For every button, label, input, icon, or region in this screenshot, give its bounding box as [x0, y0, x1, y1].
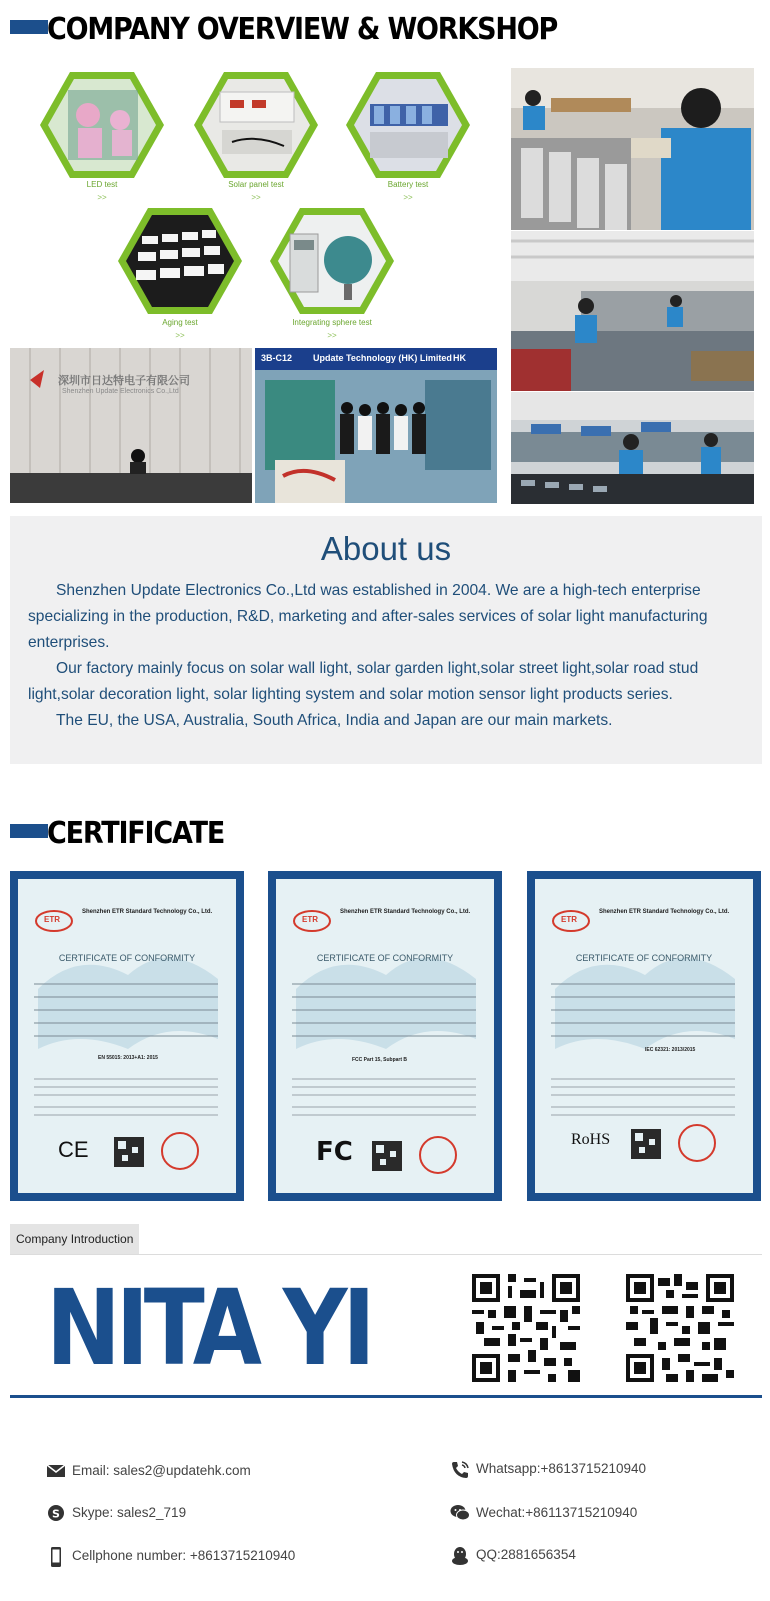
- etr-logo: ETR: [44, 915, 60, 924]
- test-label: LED test: [86, 180, 118, 189]
- company-introduction-tab[interactable]: Company Introduction: [10, 1224, 139, 1254]
- mobile-phone-icon: [46, 1547, 66, 1565]
- email-text: Email: sales2@updatehk.com: [72, 1463, 251, 1478]
- integrating-sphere-test-image: [268, 206, 396, 316]
- test-label: Battery test: [387, 180, 429, 189]
- cert-standard: IEC 62321: 2013/2015: [645, 1047, 696, 1053]
- brand-divider: [10, 1395, 762, 1398]
- skype-text: Skype: sales2_719: [72, 1505, 187, 1520]
- solar-panel-test-image: [192, 70, 320, 180]
- exhibition-booth-photo: [255, 348, 497, 503]
- test-label: Solar panel test: [228, 180, 284, 189]
- reception-sign: 深圳市日达特电子有限公司: [58, 375, 190, 387]
- cert-issuer: Shenzhen ETR Standard Technology Co., Ltd.: [82, 909, 213, 915]
- about-paragraph: Shenzhen Update Electronics Co.,Ltd was established in 2004. We are a high-tech enterprise specializing in the production, R&D, marketing and after-sales services of solar light manufacturing enterprises.: [28, 582, 708, 651]
- about-paragraph: The EU, the USA, Australia, South Africa, India and Japan are our main markets.: [56, 712, 613, 729]
- aging-test-image: [116, 206, 244, 316]
- cert-issuer: Shenzhen ETR Standard Technology Co., Ltd.: [340, 909, 471, 915]
- certificate-title: CERTIFICATE: [47, 816, 225, 851]
- workshop-photo-workstations: [511, 392, 754, 504]
- test-label: Integrating sphere test: [292, 318, 372, 327]
- cellphone-text: Cellphone number: +8613715210940: [72, 1548, 296, 1563]
- ce-mark: CE: [58, 1137, 89, 1162]
- overview-section-header: [10, 12, 750, 52]
- svg-text:S: S: [52, 1507, 60, 1521]
- whatsapp-text: Whatsapp:+8613715210940: [476, 1461, 647, 1476]
- cert-issuer: Shenzhen ETR Standard Technology Co., Ltd.: [599, 909, 730, 915]
- wechat-text: Wechat:+86113715210940: [476, 1505, 638, 1520]
- etr-logo: ETR: [302, 915, 318, 924]
- about-us-section: [10, 516, 762, 764]
- reception-sign-en: Shenzhen Update Electronics Co.,Ltd: [62, 388, 179, 395]
- section-marker: [10, 20, 48, 34]
- test-arrow: >>: [327, 331, 337, 340]
- qr-code-whatsapp[interactable]: [472, 1274, 580, 1382]
- test-arrow: >>: [97, 193, 107, 202]
- cert-heading: CERTIFICATE OF CONFORMITY: [575, 953, 713, 963]
- test-arrow: >>: [175, 331, 185, 340]
- rohs-mark: RoHS: [571, 1131, 611, 1148]
- about-paragraph: Our factory mainly focus on solar wall light, solar garden light,solar street light,solar road stud light,solar decoration light, solar lighting system and solar motion sensor light products series.: [28, 660, 699, 703]
- qq-penguin-icon: [450, 1546, 470, 1564]
- workshop-photo-assembly: [511, 68, 754, 230]
- brand-name: NITA YI: [46, 1267, 371, 1389]
- workshop-photo-production-line: [511, 231, 754, 391]
- etr-logo: ETR: [561, 915, 577, 924]
- skype-icon: [46, 1504, 66, 1522]
- envelope-icon: [46, 1462, 66, 1480]
- tab-divider: [10, 1254, 762, 1255]
- quality-test-panel: [10, 68, 510, 354]
- test-arrow: >>: [251, 193, 261, 202]
- booth-name: Update Technology (HK) Limited: [313, 353, 452, 363]
- qr-code-wechat[interactable]: [626, 1274, 734, 1382]
- test-label: Aging test: [162, 318, 198, 327]
- certificate-card[interactable]: [268, 871, 502, 1201]
- fcc-mark: FC: [316, 1137, 353, 1167]
- certificate-card[interactable]: [10, 871, 244, 1201]
- test-arrow: >>: [403, 193, 413, 202]
- section-marker: [10, 824, 48, 838]
- certificate-card[interactable]: [527, 871, 761, 1201]
- overview-title: COMPANY OVERVIEW & WORKSHOP: [47, 12, 558, 47]
- phone-call-icon: [450, 1460, 470, 1478]
- battery-test-image: [344, 70, 472, 180]
- cert-heading: CERTIFICATE OF CONFORMITY: [316, 953, 454, 963]
- cert-heading: CERTIFICATE OF CONFORMITY: [58, 953, 196, 963]
- booth-region: HK: [453, 353, 466, 363]
- qq-text: QQ:2881656354: [476, 1547, 576, 1562]
- workshop-collage: [10, 68, 762, 516]
- certificate-section-header: [10, 816, 750, 856]
- led-test-image: [38, 70, 166, 180]
- cert-standard: FCC Part 15, Subpart B: [352, 1057, 408, 1063]
- cert-standard: EN 55015: 2013+A1: 2015: [98, 1055, 158, 1061]
- reception-photo: [10, 348, 252, 503]
- about-title: About us: [320, 530, 452, 567]
- wechat-icon: [450, 1504, 470, 1522]
- booth-number: 3B-C12: [261, 353, 293, 363]
